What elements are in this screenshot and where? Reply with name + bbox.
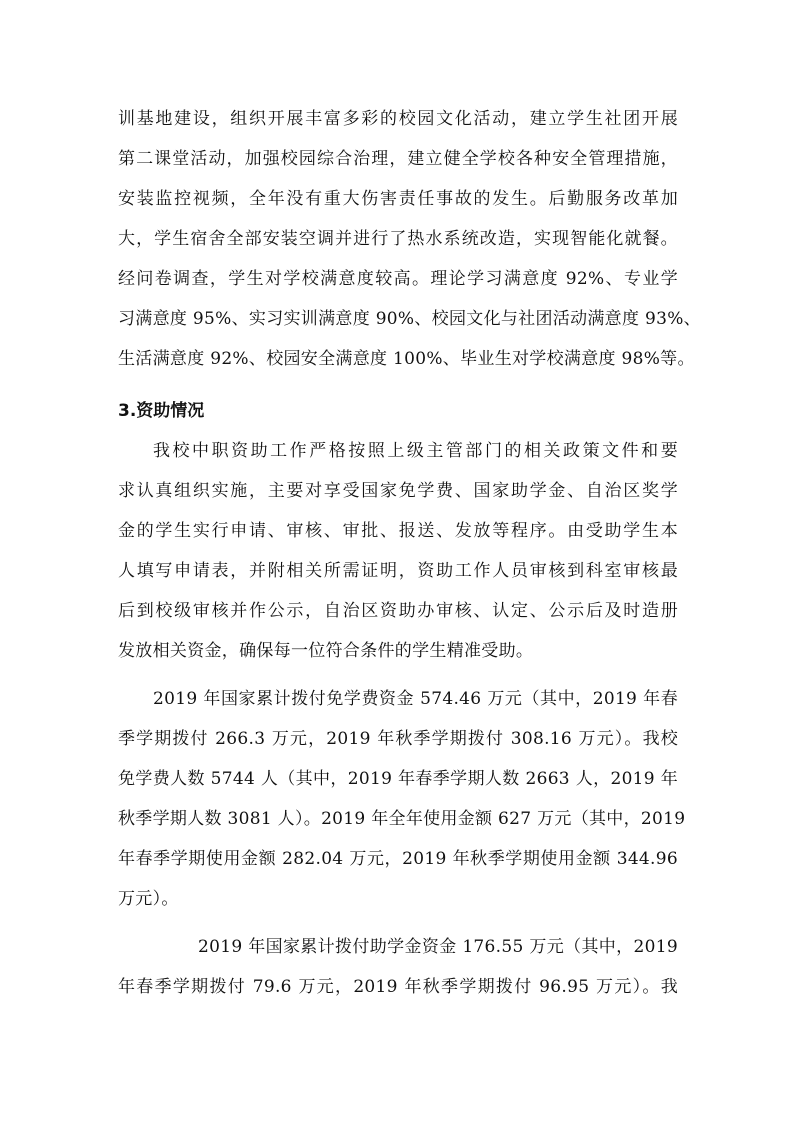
paragraph-line: 季学期拨付 266.3 万元，2019 年秋季学期拨付 308.16 万元）。我校 (118, 729, 678, 749)
paragraph-line: 年春季学期拨付 79.6 万元，2019 年秋季学期拨付 96.95 万元）。我 (118, 977, 678, 997)
paragraph-line: 后到校级审核并作公示，自治区资助办审核、认定、公示后及时造册 (118, 601, 678, 621)
paragraph-line: 2019 年国家累计拨付免学费资金 574.46 万元（其中，2019 年春 (153, 689, 678, 709)
paragraph-line: 人填写申请表，并附相关所需证明，资助工作人员审核到科室审核最 (118, 561, 678, 581)
paragraph-line: 大，学生宿舍全部安装空调并进行了热水系统改造，实现智能化就餐。 (118, 229, 678, 249)
paragraph-line: 求认真组织实施，主要对享受国家免学费、国家助学金、自治区奖学 (118, 481, 678, 501)
paragraph-line: 安装监控视频，全年没有重大伤害责任事故的发生。后勤服务改革加 (118, 189, 678, 209)
paragraph-line: 免学费人数 5744 人（其中，2019 年春季学期人数 2663 人，2019 年 (118, 769, 678, 789)
paragraph-line: 年春季学期使用金额 282.04 万元，2019 年秋季学期使用金额 344.96 (118, 849, 678, 869)
paragraph-line: 秋季学期人数 3081 人）。2019 年全年使用金额 627 万元（其中，2019 (118, 809, 686, 829)
paragraph-line: 我校中职资助工作严格按照上级主管部门的相关政策文件和要 (153, 441, 678, 461)
section-heading: 3.资助情况 (118, 401, 205, 421)
paragraph-line: 2019 年国家累计拨付助学金资金 176.55 万元（其中，2019 (198, 937, 678, 957)
paragraph-line: 第二课堂活动，加强校园综合治理，建立健全学校各种安全管理措施， (118, 149, 678, 169)
paragraph-line: 训基地建设，组织开展丰富多彩的校园文化活动，建立学生社团开展 (118, 109, 678, 129)
paragraph-line: 发放相关资金，确保每一位符合条件的学生精准受助。 (118, 641, 534, 661)
paragraph-line: 经问卷调查，学生对学校满意度较高。理论学习满意度 92%、专业学 (118, 269, 678, 289)
paragraph-line: 习满意度 95%、实习实训满意度 90%、校园文化与社团活动满意度 93%、 (118, 309, 701, 329)
paragraph-line: 金的学生实行申请、审核、审批、报送、发放等程序。由受助学生本 (118, 521, 678, 541)
paragraph-line: 万元）。 (118, 889, 179, 909)
paragraph-line: 生活满意度 92%、校园安全满意度 100%、毕业生对学校满意度 98%等。 (118, 349, 695, 369)
